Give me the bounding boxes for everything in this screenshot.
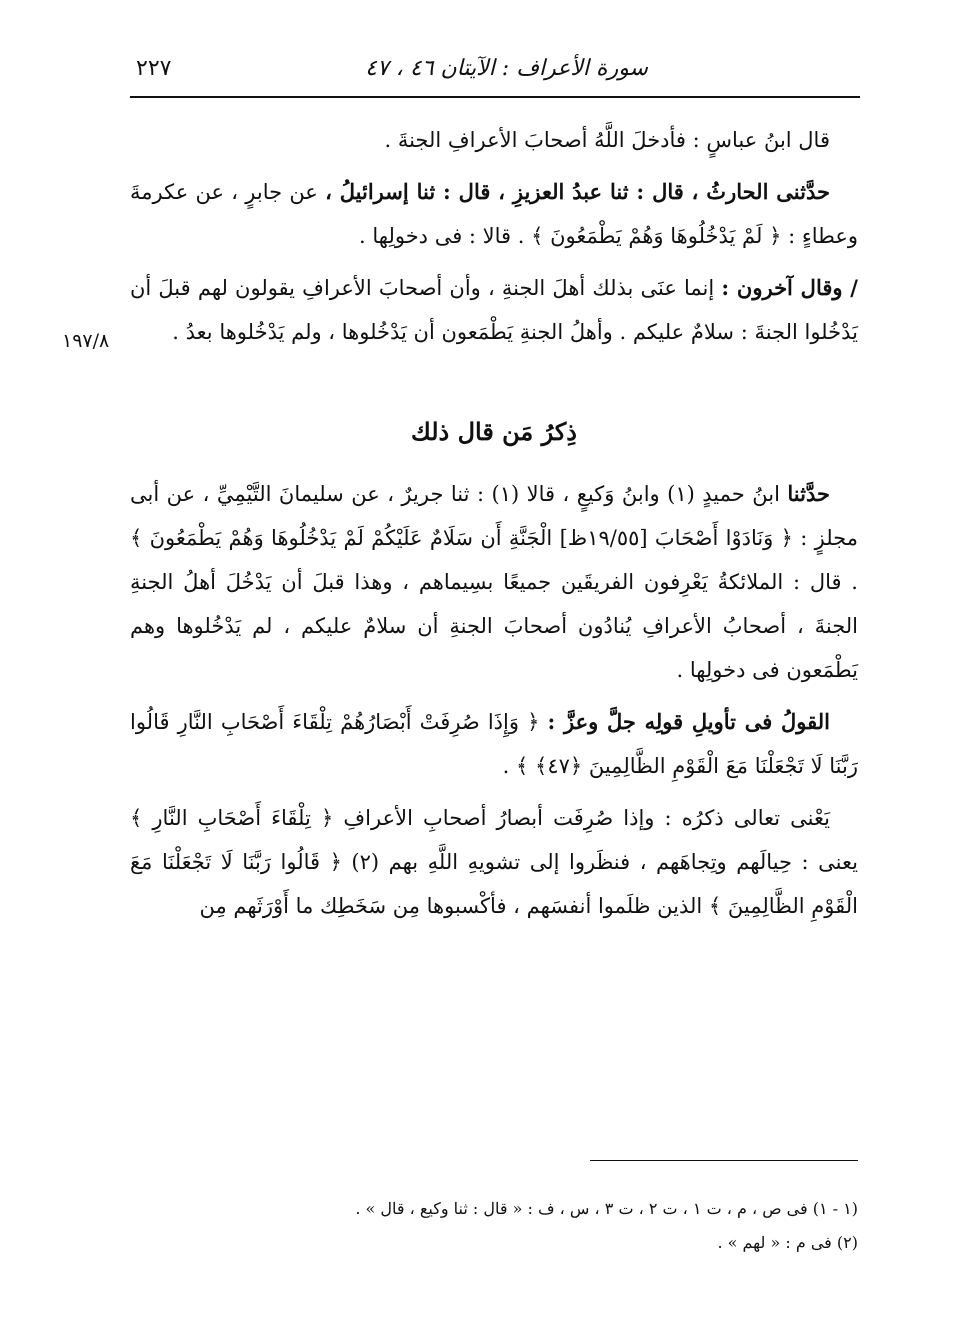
footnotes: [130, 1192, 858, 1260]
paragraph-text: ابنُ حميدٍ (١) وابنُ وَكيعٍ ، قالا (١) : ثنا جريرٌ ، عن سليمانَ التَّيْمِيِّ ، عن أبى مجلزٍ : ﴿ وَنَادَوْا أَصْحَابَ [١٩/٥٥ظ] الْجَنَّةِ أَن سَلَامٌ عَلَيْكُمْ لَمْ يَدْخُلُوهَا وَهُمْ يَطْمَعُونَ ﴾ . قال : الملائكةُ يَعْرِفون الفريقَين جميعًا بسِيماهم ، وهذا قبلَ أن يَدْخُلَ أهلُ الجنةِ الجنةَ ، أصحابُ الأعرافِ يُنادُون أصحابَ الجنةِ أن سلامٌ عليكم ، لم يَدْخُلوها وهم يَطْمَعون فى دخولِها .: [130, 482, 858, 682]
paragraph-lead: القولُ فى تأويلِ قولِه جلَّ وعزَّ :: [547, 709, 830, 734]
paragraph: [130, 472, 858, 692]
paragraph: [130, 266, 858, 354]
paragraph: [130, 796, 858, 928]
paragraph-text: إنما عنَى بذلك أهلَ الجنةِ ، وأن أصحابَ الأعرافِ يقولون لهم قبلَ أن يَدْخُلوا الجنةَ : سلامٌ عليكم . وأهلُ الجنةِ يَطْمَعون أن يَدْخُلوها ، ولم يَدْخُلوها بعدُ .: [130, 276, 858, 344]
paragraph-text: قال ابنُ عباسٍ : فأدخلَ اللَّهُ أصحابَ الأعرافِ الجنةَ .: [384, 128, 830, 152]
footnote-rule: [590, 1160, 858, 1161]
paragraph: [130, 700, 858, 788]
paragraph-lead: حدَّثنا: [787, 481, 830, 506]
margin-reference: ١٩٧/٨: [62, 330, 110, 352]
running-title: سورة الأعراف : الآيتان ٤٦ ، ٤٧: [365, 56, 648, 81]
footnote: (٢) فى م : « لهم » .: [717, 1233, 858, 1252]
footnote: (١ - ١) فى ص ، م ، ت ١ ، ت ٢ ، ت ٣ ، س ، ف : « قال : ثنا وكيع ، قال » .: [355, 1199, 858, 1218]
paragraph: [130, 118, 858, 162]
main-text: [130, 118, 858, 936]
paragraph-text: يَعْنى تعالى ذكرُه : وإذا صُرِفَت أبصارُ أصحابِ الأعرافِ ﴿ تِلْقَاءَ أَصْحَابِ النَّارِ ﴾ يعنى : حِيالَهم وتِجاهَهم ، فنظَروا إلى تشويهِ اللَّهِ بهم (٢) ﴿ قَالُوا رَبَّنَا لَا تَجْعَلْنَا مَعَ الْقَوْمِ الظَّالِمِينَ ﴾ الذين ظلَموا أنفسَهم ، فأكْسبوها مِن سَخَطِك ما أَوْرَثَهم مِن: [130, 806, 858, 918]
paragraph: [130, 170, 858, 258]
header-rule: [130, 96, 860, 98]
section-heading: ذِكرُ مَن قال ذلك: [411, 417, 577, 446]
paragraph-text: ﴿ وَإِذَا صُرِفَتْ أَبْصَارُهُمْ تِلْقَاءَ أَصْحَابِ النَّارِ قَالُوا رَبَّنَا لَا تَجْعَلْنَا مَعَ الْقَوْمِ الظَّالِمِينَ ﴿٤٧﴾ ﴾ .: [130, 710, 858, 778]
paragraph-text: عن جابرٍ ، عن عكرمةَ وعطاءٍ : ﴿ لَمْ يَدْخُلُوهَا وَهُمْ يَطْمَعُونَ ﴾ . قالا : فى دخولِها .: [130, 180, 858, 248]
page-number: ٢٢٧: [136, 56, 172, 81]
paragraph-lead: / وقال آخرون :: [721, 275, 858, 300]
running-header: [130, 48, 858, 92]
paragraph-lead: حدَّثنى الحارثُ ، قال : ثنا عبدُ العزيزِ ، قال : ثنا إسرائيلُ ،: [325, 179, 830, 204]
